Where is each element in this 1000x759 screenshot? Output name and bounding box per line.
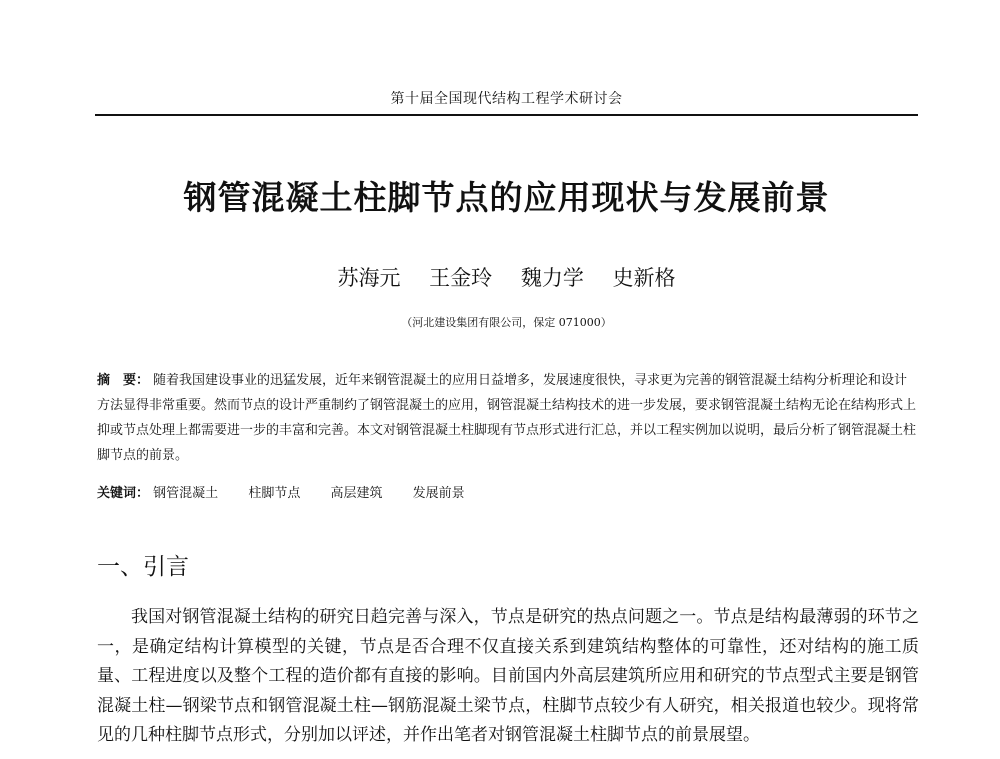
abstract-text: 随着我国建设事业的迅猛发展，近年来钢管混凝土的应用日益增多，发展速度很快，寻求更为完善的钢管混凝土结构分析理论和设计方法显得非常重要。然而节点的设计严重制约了钢管混凝土的应用，钢管混凝土结构技术的进一步发展，要求钢管混凝土结构无论在结构形式上抑或节点处理上都需要进一步的丰富和完善。本文对钢管混凝土柱脚现有节点形式进行汇总，并以工程实例加以说明，最后分析了钢管混凝土柱脚节点的前景。 xyxy=(97,373,917,463)
keyword: 柱脚节点 xyxy=(248,486,301,501)
keyword: 钢管混凝土 xyxy=(153,486,219,501)
author-name: 魏力学 xyxy=(520,266,584,290)
keywords-label: 关键词： xyxy=(97,486,150,501)
author-name: 史新格 xyxy=(612,266,676,290)
keyword: 高层建筑 xyxy=(330,486,383,501)
conference-header: 第十届全国现代结构工程学术研讨会 xyxy=(390,91,623,107)
paper-title: 钢管混凝土柱脚节点的应用现状与发展前景 xyxy=(183,178,830,217)
affiliation: （河北建设集团有限公司，保定 071000） xyxy=(401,316,612,329)
author-name: 苏海元 xyxy=(337,266,401,290)
body-paragraph: 我国对钢管混凝土结构的研究日趋完善与深入，节点是研究的热点问题之一。节点是结构最薄弱的环节之一，是确定结构计算模型的关键，节点是否合理不仅直接关系到建筑结构整体的可靠性，还对结构的施工质量、工程进度以及整个工程的造价都有直接的影响。目前国内外高层建筑所应用和研究的节点型式主要是钢管混凝土柱—钢梁节点和钢管混凝土柱—钢筋混凝土梁节点，柱脚节点较少有人研究，相关报道也较少。现将常见的几种柱脚节点形式，分别加以评述，并作出笔者对钢管混凝土柱脚节点的前景展望。 xyxy=(97,607,919,745)
abstract-label: 摘 要： xyxy=(97,373,150,388)
section-heading: 一、引言 xyxy=(97,554,189,580)
header-rule xyxy=(95,114,918,116)
author-list xyxy=(95,262,918,292)
author-name: 王金玲 xyxy=(429,266,493,290)
keyword: 发展前景 xyxy=(412,486,465,501)
abstract xyxy=(97,368,919,468)
keywords xyxy=(97,482,919,501)
